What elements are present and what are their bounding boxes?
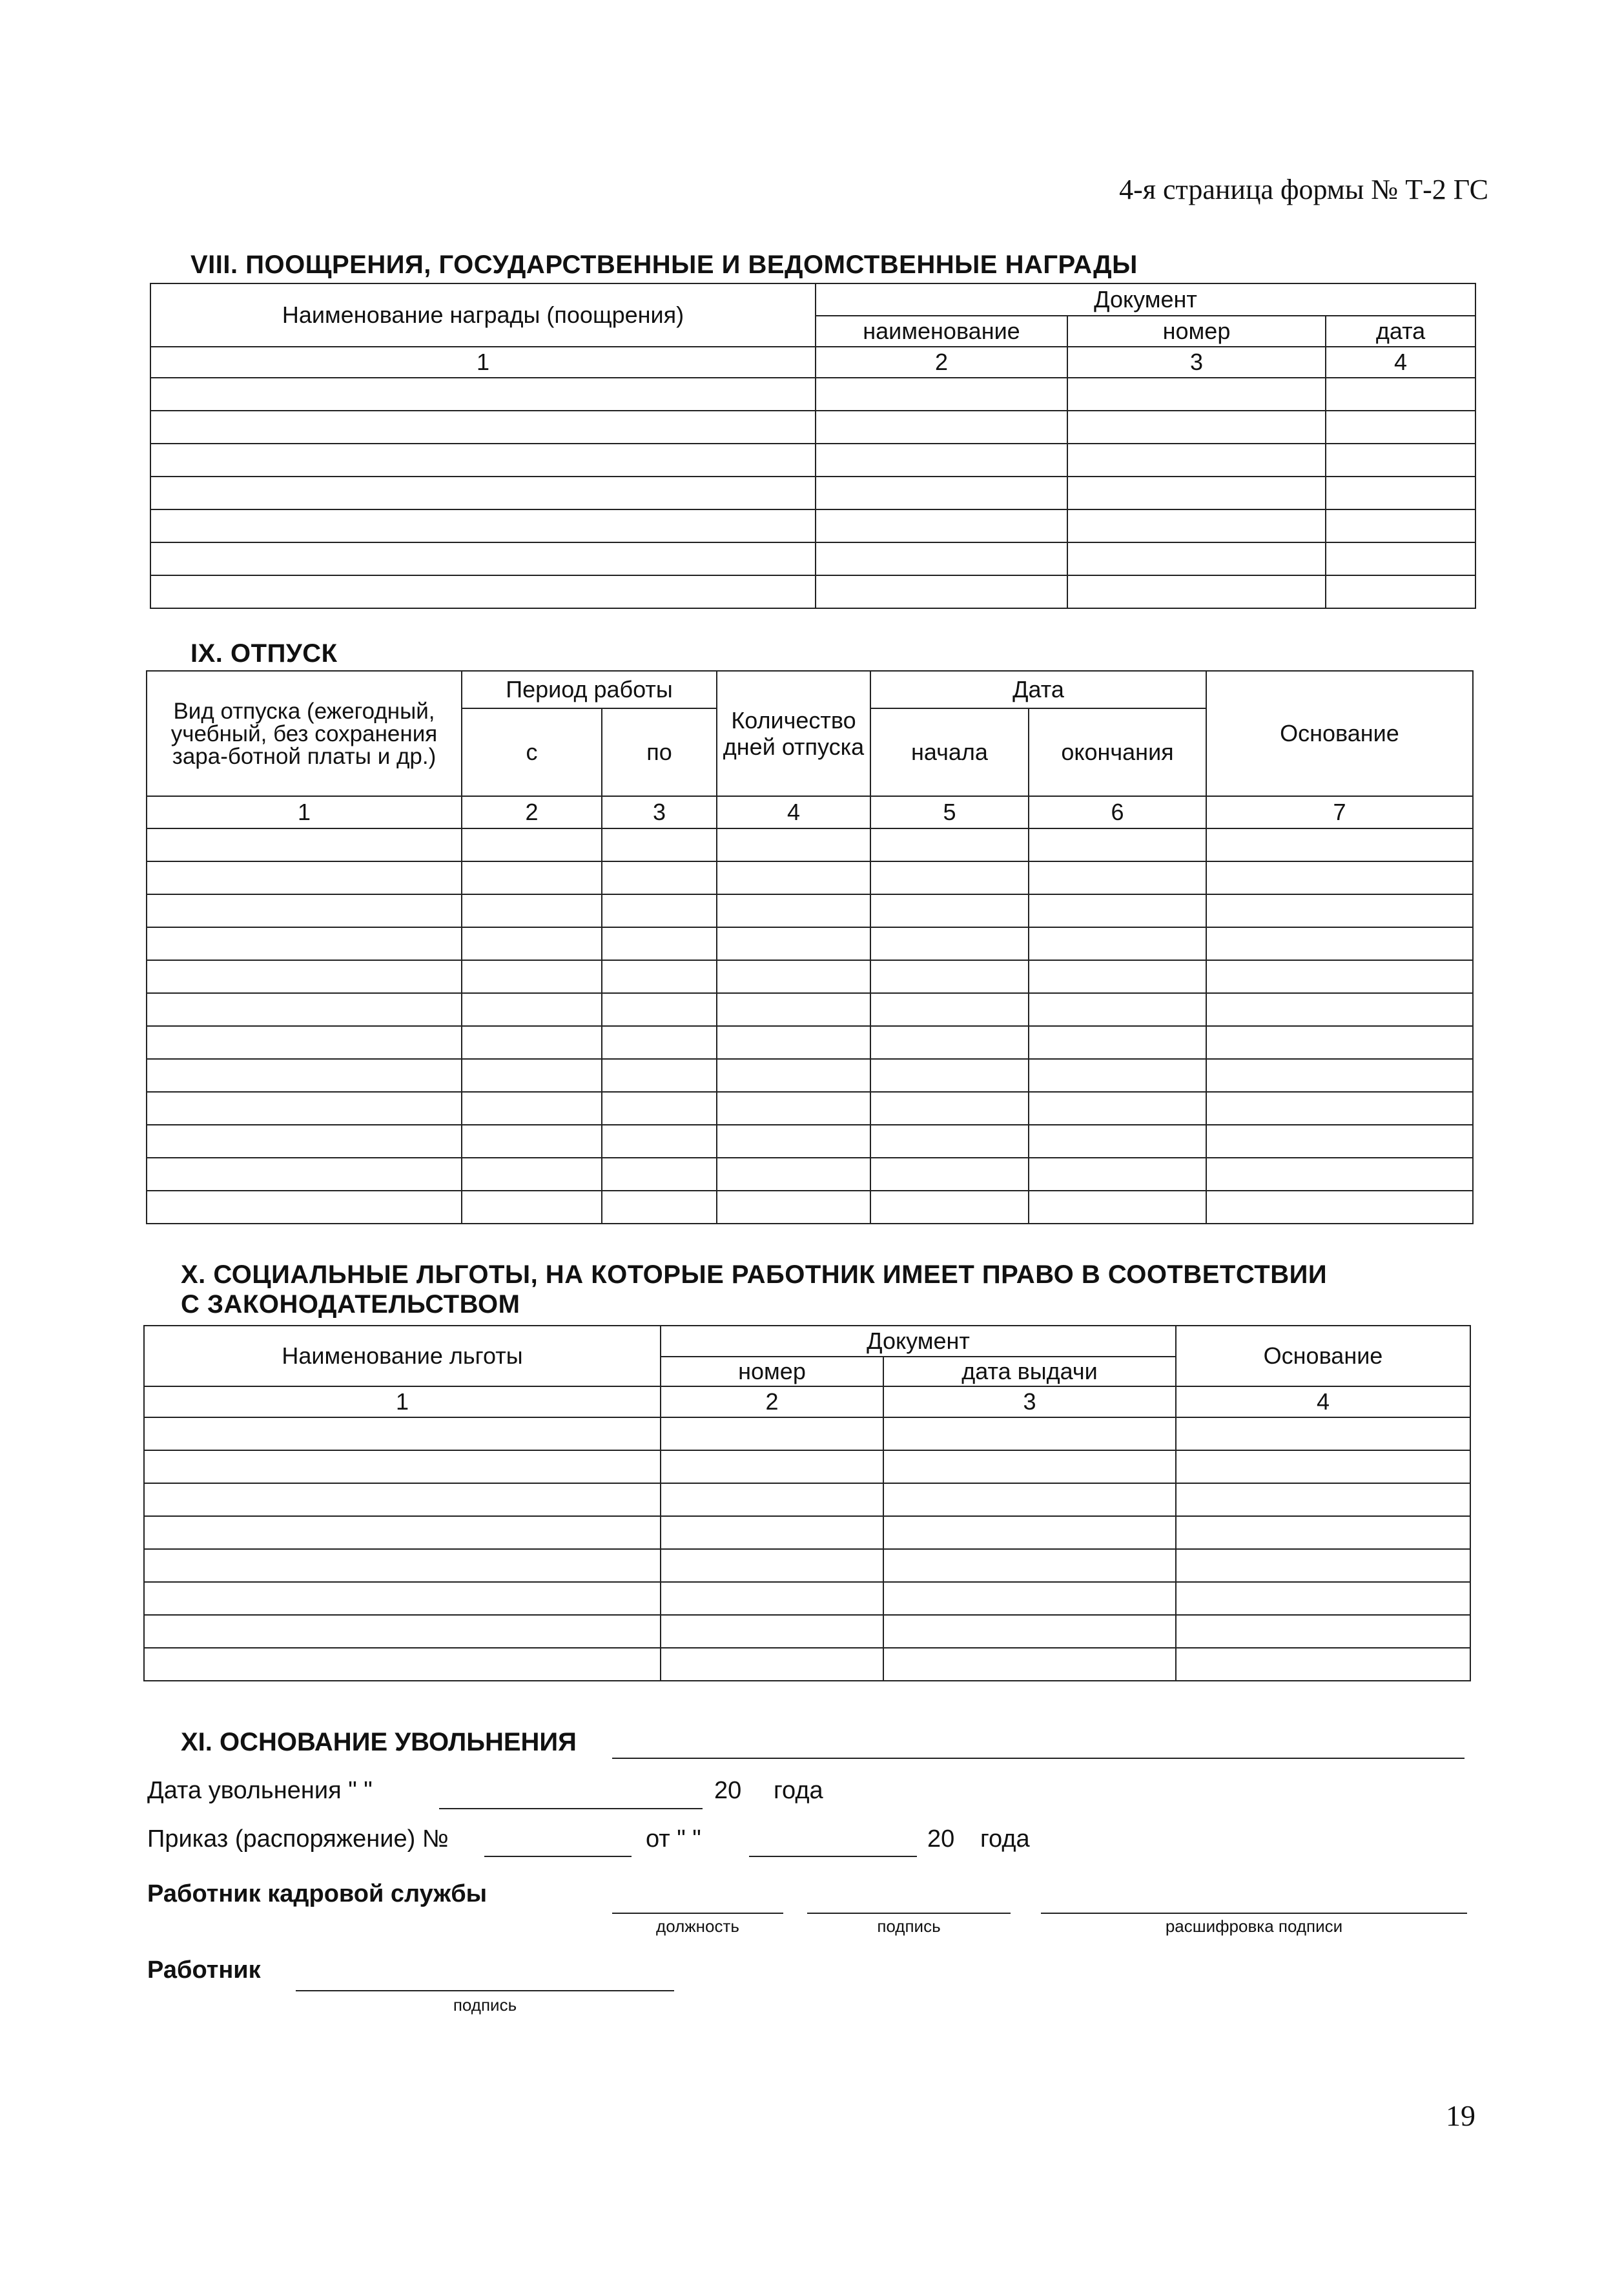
blank-cell[interactable]	[462, 960, 602, 993]
blank-cell[interactable]	[816, 411, 1067, 444]
blank-cell[interactable]	[870, 894, 1029, 927]
blank-cell[interactable]	[150, 411, 816, 444]
blank-cell[interactable]	[147, 1092, 462, 1125]
col-number: 3	[1067, 347, 1326, 378]
section-8-title: VIII. ПООЩРЕНИЯ, ГОСУДАРСТВЕННЫЕ И ВЕДОМСТВЕННЫЕ НАГРАДЫ	[190, 251, 1138, 279]
blank-cell[interactable]	[602, 861, 717, 894]
blank-cell[interactable]	[1326, 444, 1475, 477]
benefits-col-issue-date: дата выдачи	[883, 1357, 1176, 1386]
blank-row	[150, 575, 1475, 608]
blank-cell[interactable]	[1206, 960, 1473, 993]
blank-cell[interactable]	[717, 894, 870, 927]
blank-cell[interactable]	[1067, 542, 1326, 575]
blank-cell[interactable]	[1029, 1158, 1206, 1191]
blank-cell[interactable]	[1067, 378, 1326, 411]
order-year-label: года	[980, 1825, 1030, 1853]
blank-cell[interactable]	[883, 1450, 1176, 1483]
blank-cell[interactable]	[462, 828, 602, 861]
blank-cell[interactable]	[1029, 828, 1206, 861]
blank-cell[interactable]	[462, 1026, 602, 1059]
blank-row	[150, 444, 1475, 477]
blank-cell[interactable]	[150, 575, 816, 608]
blank-cell[interactable]	[602, 1059, 717, 1092]
blank-row	[144, 1516, 1470, 1549]
blank-cell[interactable]	[816, 444, 1067, 477]
blank-row	[144, 1648, 1470, 1681]
worker-label: Работник	[147, 1956, 261, 1984]
blank-row	[144, 1450, 1470, 1483]
blank-cell[interactable]	[870, 1092, 1029, 1125]
blank-cell[interactable]	[870, 960, 1029, 993]
blank-cell[interactable]	[150, 477, 816, 509]
blank-cell[interactable]	[1067, 411, 1326, 444]
blank-cell[interactable]	[150, 509, 816, 542]
blank-cell[interactable]	[1067, 509, 1326, 542]
blank-cell[interactable]	[1029, 993, 1206, 1026]
blank-cell[interactable]	[462, 993, 602, 1026]
blank-cell[interactable]	[883, 1516, 1176, 1549]
blank-cell[interactable]	[717, 927, 870, 960]
blank-cell[interactable]	[1029, 894, 1206, 927]
blank-cell[interactable]	[462, 1059, 602, 1092]
vacation-col-period: Период работы	[462, 671, 717, 708]
blank-cell[interactable]	[816, 378, 1067, 411]
blank-cell[interactable]	[462, 1158, 602, 1191]
hr-position-field[interactable]	[612, 1913, 783, 1914]
order-label: Приказ (распоряжение) №	[147, 1825, 449, 1853]
blank-cell[interactable]	[144, 1516, 661, 1549]
blank-cell[interactable]	[147, 1125, 462, 1158]
blank-cell[interactable]	[144, 1450, 661, 1483]
col-number: 2	[816, 347, 1067, 378]
benefits-col-benefit: Наименование льготы	[144, 1326, 661, 1386]
blank-cell[interactable]	[1029, 861, 1206, 894]
blank-cell[interactable]	[1326, 477, 1475, 509]
blank-cell[interactable]	[1176, 1615, 1470, 1648]
awards-col-award: Наименование награды (поощрения)	[150, 283, 816, 347]
blank-cell[interactable]	[602, 1026, 717, 1059]
blank-cell[interactable]	[1029, 927, 1206, 960]
blank-cell[interactable]	[1206, 1026, 1473, 1059]
order-number-field[interactable]	[484, 1856, 632, 1857]
blank-cell[interactable]	[883, 1483, 1176, 1516]
dismissal-date-label: Дата увольнения " "	[147, 1777, 373, 1804]
blank-cell[interactable]	[462, 861, 602, 894]
blank-cell[interactable]	[661, 1615, 883, 1648]
vacation-blank-rows	[147, 828, 1473, 1224]
blank-cell[interactable]	[717, 993, 870, 1026]
hr-worker-label: Работник кадровой службы	[147, 1880, 488, 1907]
awards-blank-rows	[150, 378, 1475, 608]
section-11-title: XI. ОСНОВАНИЕ УВОЛЬНЕНИЯ	[181, 1728, 577, 1756]
caption-signature: подпись	[877, 1916, 941, 1936]
blank-cell[interactable]	[1206, 927, 1473, 960]
blank-cell[interactable]	[1206, 1125, 1473, 1158]
blank-cell[interactable]	[816, 575, 1067, 608]
blank-cell[interactable]	[147, 960, 462, 993]
blank-row	[147, 1191, 1473, 1224]
blank-cell[interactable]	[150, 378, 816, 411]
blank-cell[interactable]	[717, 1125, 870, 1158]
blank-cell[interactable]	[1206, 993, 1473, 1026]
blank-cell[interactable]	[144, 1615, 661, 1648]
blank-cell[interactable]	[144, 1648, 661, 1681]
blank-row	[144, 1417, 1470, 1450]
blank-cell[interactable]	[462, 1092, 602, 1125]
blank-cell[interactable]	[883, 1549, 1176, 1582]
blank-cell[interactable]	[602, 927, 717, 960]
awards-col-doc-number: номер	[1067, 316, 1326, 347]
blank-cell[interactable]	[883, 1417, 1176, 1450]
blank-cell[interactable]	[1067, 575, 1326, 608]
hr-signature-field[interactable]	[807, 1913, 1011, 1914]
blank-row	[147, 1158, 1473, 1191]
blank-cell[interactable]	[870, 927, 1029, 960]
section-10-title-line1: X. СОЦИАЛЬНЫЕ ЛЬГОТЫ, НА КОТОРЫЕ РАБОТНИК ИМЕЕТ ПРАВО В СООТВЕТСТВИИ	[181, 1260, 1328, 1289]
section-10-title-line2: С ЗАКОНОДАТЕЛЬСТВОМ	[181, 1290, 520, 1319]
blank-cell[interactable]	[1206, 861, 1473, 894]
blank-cell[interactable]	[1029, 1125, 1206, 1158]
blank-cell[interactable]	[1206, 1191, 1473, 1224]
vacation-col-days: Количество дней отпуска	[717, 671, 870, 796]
blank-row	[150, 378, 1475, 411]
dismissal-reason-field[interactable]	[612, 1758, 1465, 1759]
blank-cell[interactable]	[870, 1125, 1029, 1158]
blank-row	[147, 1026, 1473, 1059]
blank-cell[interactable]	[717, 828, 870, 861]
blank-cell[interactable]	[870, 861, 1029, 894]
blank-cell[interactable]	[1029, 960, 1206, 993]
blank-row	[150, 509, 1475, 542]
col-number: 1	[144, 1386, 661, 1417]
blank-cell[interactable]	[602, 1191, 717, 1224]
awards-table	[150, 283, 1476, 609]
blank-cell[interactable]	[144, 1582, 661, 1615]
benefits-table	[143, 1325, 1471, 1681]
blank-cell[interactable]	[147, 1191, 462, 1224]
blank-cell[interactable]	[1206, 894, 1473, 927]
blank-cell[interactable]	[717, 861, 870, 894]
blank-row	[147, 927, 1473, 960]
blank-cell[interactable]	[150, 444, 816, 477]
blank-cell[interactable]	[147, 927, 462, 960]
benefits-blank-rows	[144, 1417, 1470, 1681]
hr-decoding-field[interactable]	[1041, 1913, 1467, 1914]
page-header: 4-я страница формы № Т-2 ГС	[1119, 174, 1488, 205]
blank-cell[interactable]	[1029, 1092, 1206, 1125]
benefits-col-number: номер	[661, 1357, 883, 1386]
blank-cell[interactable]	[147, 828, 462, 861]
blank-cell[interactable]	[816, 542, 1067, 575]
blank-row	[147, 993, 1473, 1026]
blank-cell[interactable]	[147, 1026, 462, 1059]
blank-cell[interactable]	[661, 1582, 883, 1615]
blank-cell[interactable]	[816, 477, 1067, 509]
col-number: 5	[870, 796, 1029, 828]
blank-cell[interactable]	[1176, 1516, 1470, 1549]
blank-cell[interactable]	[147, 993, 462, 1026]
col-number: 3	[883, 1386, 1176, 1417]
blank-cell[interactable]	[661, 1549, 883, 1582]
blank-cell[interactable]	[717, 1026, 870, 1059]
col-number: 4	[717, 796, 870, 828]
blank-cell[interactable]	[1067, 444, 1326, 477]
blank-row	[147, 828, 1473, 861]
caption-position: должность	[656, 1916, 739, 1936]
blank-cell[interactable]	[661, 1516, 883, 1549]
blank-cell[interactable]	[1326, 509, 1475, 542]
vacation-col-end: окончания	[1029, 708, 1206, 796]
dismissal-date-field[interactable]	[439, 1808, 703, 1809]
order-date-field[interactable]	[749, 1856, 917, 1857]
blank-row	[147, 861, 1473, 894]
blank-cell[interactable]	[816, 509, 1067, 542]
col-number: 2	[462, 796, 602, 828]
blank-cell[interactable]	[1176, 1648, 1470, 1681]
blank-cell[interactable]	[661, 1417, 883, 1450]
col-number: 4	[1326, 347, 1475, 378]
col-number: 3	[602, 796, 717, 828]
blank-cell[interactable]	[661, 1648, 883, 1681]
blank-cell[interactable]	[1326, 378, 1475, 411]
blank-cell[interactable]	[1029, 1059, 1206, 1092]
blank-cell[interactable]	[144, 1549, 661, 1582]
col-number: 1	[147, 796, 462, 828]
blank-cell[interactable]	[147, 1158, 462, 1191]
blank-row	[150, 542, 1475, 575]
blank-cell[interactable]	[1029, 1191, 1206, 1224]
blank-cell[interactable]	[462, 1191, 602, 1224]
blank-cell[interactable]	[1029, 1026, 1206, 1059]
vacation-col-basis: Основание	[1206, 671, 1473, 796]
blank-cell[interactable]	[717, 960, 870, 993]
vacation-col-from: с	[462, 708, 602, 796]
blank-cell[interactable]	[602, 1092, 717, 1125]
blank-cell[interactable]	[870, 1191, 1029, 1224]
blank-cell[interactable]	[144, 1417, 661, 1450]
blank-row	[150, 477, 1475, 509]
blank-cell[interactable]	[661, 1450, 883, 1483]
blank-cell[interactable]	[883, 1615, 1176, 1648]
blank-row	[147, 1059, 1473, 1092]
blank-row	[147, 1125, 1473, 1158]
blank-cell[interactable]	[147, 1059, 462, 1092]
blank-cell[interactable]	[883, 1648, 1176, 1681]
section-9-title: IX. ОТПУСК	[190, 639, 338, 668]
blank-cell[interactable]	[717, 1191, 870, 1224]
vacation-table	[146, 670, 1474, 1224]
vacation-col-to: по	[602, 708, 717, 796]
blank-row	[144, 1549, 1470, 1582]
col-number: 4	[1176, 1386, 1470, 1417]
blank-cell[interactable]	[1067, 477, 1326, 509]
awards-col-document: Документ	[816, 283, 1475, 316]
awards-col-doc-date: дата	[1326, 316, 1475, 347]
blank-cell[interactable]	[1206, 1059, 1473, 1092]
col-number: 1	[150, 347, 816, 378]
order-from-label: от " "	[646, 1825, 701, 1853]
caption-decoding: расшифровка подписи	[1165, 1916, 1343, 1936]
blank-cell[interactable]	[1326, 411, 1475, 444]
blank-cell[interactable]	[717, 1092, 870, 1125]
blank-cell[interactable]	[602, 894, 717, 927]
order-year-prefix: 20	[927, 1825, 955, 1853]
year-label: года	[774, 1777, 823, 1804]
benefits-col-document: Документ	[661, 1326, 1176, 1357]
worker-signature-field[interactable]	[296, 1990, 674, 1991]
blank-cell[interactable]	[144, 1483, 661, 1516]
blank-cell[interactable]	[147, 894, 462, 927]
blank-row	[147, 960, 1473, 993]
vacation-col-start: начала	[870, 708, 1029, 796]
vacation-col-type: Вид отпуска (ежегодный, учебный, без сохранения зара-ботной платы и др.)	[147, 671, 462, 796]
blank-cell[interactable]	[602, 1125, 717, 1158]
blank-cell[interactable]	[1206, 828, 1473, 861]
blank-cell[interactable]	[1176, 1483, 1470, 1516]
col-number: 2	[661, 1386, 883, 1417]
blank-cell[interactable]	[1176, 1450, 1470, 1483]
caption-worker-signature: подпись	[453, 1995, 517, 2015]
blank-row	[147, 894, 1473, 927]
blank-cell[interactable]	[661, 1483, 883, 1516]
blank-row	[144, 1582, 1470, 1615]
blank-cell[interactable]	[602, 993, 717, 1026]
blank-row	[144, 1483, 1470, 1516]
blank-cell[interactable]	[870, 828, 1029, 861]
blank-cell[interactable]	[602, 828, 717, 861]
blank-cell[interactable]	[870, 1026, 1029, 1059]
blank-row	[147, 1092, 1473, 1125]
blank-cell[interactable]	[147, 861, 462, 894]
blank-cell[interactable]	[462, 927, 602, 960]
vacation-col-date: Дата	[870, 671, 1206, 708]
page-number: 19	[1446, 2099, 1475, 2132]
col-number: 6	[1029, 796, 1206, 828]
blank-cell[interactable]	[870, 1059, 1029, 1092]
blank-cell[interactable]	[1326, 542, 1475, 575]
blank-cell[interactable]	[870, 993, 1029, 1026]
year-prefix: 20	[714, 1777, 742, 1804]
blank-cell[interactable]	[602, 960, 717, 993]
blank-cell[interactable]	[1206, 1158, 1473, 1191]
blank-cell[interactable]	[462, 894, 602, 927]
col-number: 7	[1206, 796, 1473, 828]
blank-cell[interactable]	[1176, 1417, 1470, 1450]
blank-row	[150, 411, 1475, 444]
blank-cell[interactable]	[1176, 1549, 1470, 1582]
blank-row	[144, 1615, 1470, 1648]
blank-cell[interactable]	[462, 1125, 602, 1158]
blank-cell[interactable]	[1326, 575, 1475, 608]
blank-cell[interactable]	[870, 1158, 1029, 1191]
awards-col-doc-name: наименование	[816, 316, 1067, 347]
blank-cell[interactable]	[150, 542, 816, 575]
blank-cell[interactable]	[1206, 1092, 1473, 1125]
blank-cell[interactable]	[717, 1158, 870, 1191]
benefits-col-basis: Основание	[1176, 1326, 1470, 1386]
blank-cell[interactable]	[1176, 1582, 1470, 1615]
blank-cell[interactable]	[883, 1582, 1176, 1615]
blank-cell[interactable]	[602, 1158, 717, 1191]
blank-cell[interactable]	[717, 1059, 870, 1092]
